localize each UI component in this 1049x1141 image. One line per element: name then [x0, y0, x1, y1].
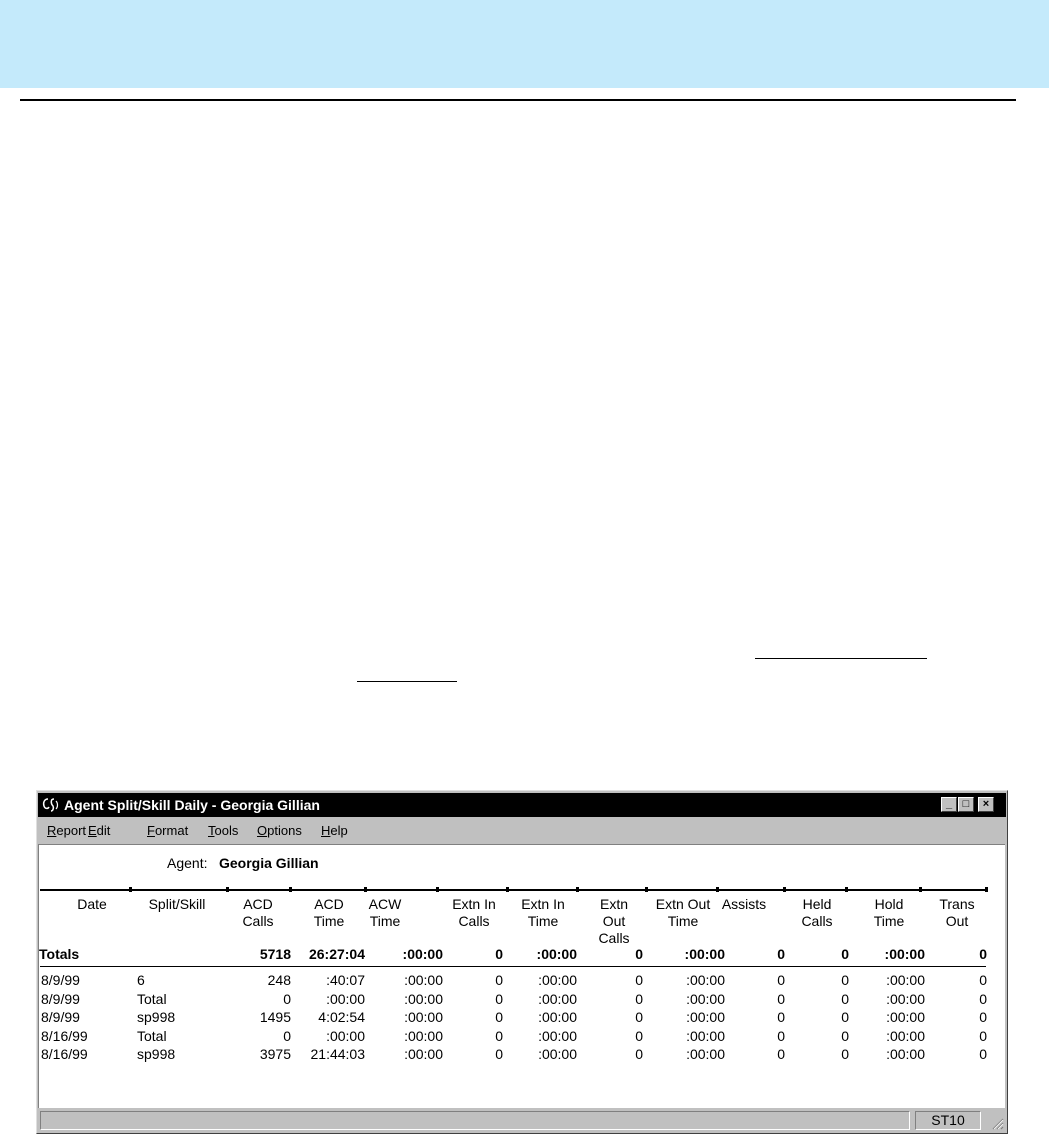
table-cell: 0: [495, 1027, 503, 1044]
column-header-label: Extn: [599, 896, 628, 912]
table-cell: 0: [635, 972, 643, 988]
table-cell: 0: [635, 1046, 643, 1062]
table-cell: 0: [777, 972, 785, 988]
minimize-button[interactable]: _: [941, 797, 957, 812]
table-cell: 0: [777, 946, 785, 962]
table-cell: :00:00: [536, 946, 577, 962]
column-header[interactable]: [777, 896, 857, 930]
table-cell: :00:00: [686, 1027, 725, 1044]
table-cell: 0: [283, 990, 291, 1007]
table-cell: 26:27:04: [308, 946, 365, 962]
table-cell: :00:00: [404, 1027, 443, 1044]
column-header-label: Out: [602, 913, 626, 929]
agent-name: Georgia Gillian: [219, 855, 319, 871]
table-cell: :00:00: [538, 1027, 577, 1044]
table-cell: :00:00: [538, 990, 577, 1007]
app-icon: [42, 797, 60, 813]
table-row[interactable]: [39, 972, 999, 990]
column-resize-handle[interactable]: [576, 887, 579, 892]
column-resize-handle[interactable]: [289, 887, 292, 892]
menu-report[interactable]: Report: [47, 823, 87, 838]
column-header-label: Calls: [598, 930, 630, 946]
column-header-label: Assists: [721, 896, 767, 912]
table-cell: 0: [979, 972, 987, 988]
table-cell: 0: [841, 1046, 849, 1062]
column-resize-handle[interactable]: [129, 887, 132, 892]
column-header-label: Extn In: [452, 896, 496, 912]
table-cell: 0: [841, 946, 849, 962]
column-header-label: ACD: [314, 896, 344, 912]
table-cell: :00:00: [404, 972, 443, 988]
column-header-label: Trans: [939, 896, 975, 912]
column-header-label: Calls: [801, 913, 833, 929]
column-header-label: Time: [667, 913, 699, 929]
table-cell: 0: [979, 1046, 987, 1062]
column-header-label: Split/Skill: [148, 896, 206, 912]
column-header-label: Hold: [874, 896, 904, 912]
table-cell: 8/9/99: [41, 972, 80, 988]
window-title: Agent Split/Skill Daily - Georgia Gillian: [64, 797, 320, 813]
table-cell: :00:00: [538, 1009, 577, 1025]
table-cell: :00:00: [326, 1027, 365, 1044]
resize-grip-icon[interactable]: [988, 1114, 1004, 1130]
table-row[interactable]: [39, 1046, 999, 1064]
table-cell: 0: [635, 1009, 643, 1025]
column-header-label: Extn Out: [655, 896, 711, 912]
column-header-label: Time: [369, 913, 401, 929]
menu-tools[interactable]: Tools: [208, 823, 239, 838]
menu-help[interactable]: Help: [321, 823, 348, 838]
table-cell: :00:00: [326, 990, 365, 1007]
table-cell: :00:00: [404, 1009, 443, 1025]
table-row[interactable]: [39, 991, 999, 1009]
table-cell: 4:02:54: [318, 1009, 365, 1025]
column-header[interactable]: [917, 896, 997, 930]
table-cell: 8/9/99: [41, 990, 80, 1007]
table-cell: 0: [979, 1027, 987, 1044]
table-cell: 0: [635, 946, 643, 962]
report-window: [36, 790, 1008, 1134]
table-cell: 248: [267, 972, 291, 988]
column-header-label: Calls: [242, 913, 274, 929]
table-cell: 0: [777, 1009, 785, 1025]
table-cell: :00:00: [402, 946, 443, 962]
table-cell: 0: [979, 1009, 987, 1025]
table-cell: 0: [841, 972, 849, 988]
table-cell: 0: [841, 1027, 849, 1044]
table-cell: 6: [137, 972, 145, 988]
column-resize-handle[interactable]: [845, 887, 848, 892]
table-cell: :00:00: [538, 972, 577, 988]
table-cell: 0: [495, 1009, 503, 1025]
table-cell: :00:00: [404, 990, 443, 1007]
table-cell: 8/9/99: [41, 1009, 80, 1025]
column-resize-handle[interactable]: [919, 887, 922, 892]
table-cell: Total: [137, 1027, 167, 1044]
table-cell: :00:00: [886, 1009, 925, 1025]
column-resize-handle[interactable]: [226, 887, 229, 892]
page-header-band: [0, 0, 1049, 88]
table-cell: 0: [841, 1009, 849, 1025]
table-cell: :00:00: [686, 1009, 725, 1025]
report-content: [38, 844, 1005, 1108]
column-header[interactable]: [52, 896, 132, 913]
column-header-label: Time: [313, 913, 345, 929]
table-cell: 0: [777, 990, 785, 1007]
table-cell: :00:00: [686, 990, 725, 1007]
table-cell: :00:00: [886, 1046, 925, 1062]
column-resize-handle[interactable]: [985, 887, 988, 892]
column-header[interactable]: [345, 896, 425, 930]
table-cell: :00:00: [684, 946, 725, 962]
column-resize-handle[interactable]: [783, 887, 786, 892]
column-header[interactable]: [137, 896, 217, 913]
table-cell: :00:00: [686, 1046, 725, 1062]
table-cell: :00:00: [686, 972, 725, 988]
table-cell: 0: [979, 946, 987, 962]
table-cell: 0: [979, 990, 987, 1007]
hyperlink-underline[interactable]: [755, 658, 927, 659]
table-cell: 0: [283, 1027, 291, 1044]
table-row[interactable]: [39, 1028, 999, 1046]
column-header-label: Held: [802, 896, 832, 912]
column-header-label: ACD: [243, 896, 273, 912]
table-cell: 0: [777, 1046, 785, 1062]
column-header-label: Extn In: [521, 896, 565, 912]
table-cell: 0: [777, 1027, 785, 1044]
table-cell: 21:44:03: [310, 1046, 365, 1062]
table-cell: sp998: [137, 1009, 176, 1025]
table-cell: 0: [495, 972, 503, 988]
table-cell: :00:00: [886, 1027, 925, 1044]
table-cell: Total: [137, 990, 167, 1007]
server-status-panel: ST10: [915, 1111, 981, 1130]
header-divider: [20, 99, 1016, 101]
column-header-label: Calls: [458, 913, 490, 929]
column-header-label: Out: [945, 913, 969, 929]
table-cell: 0: [635, 1027, 643, 1044]
column-resize-handle[interactable]: [645, 887, 648, 892]
table-cell: :00:00: [538, 1046, 577, 1062]
table-cell: 0: [495, 1046, 503, 1062]
maximize-button[interactable]: □: [958, 797, 974, 812]
table-cell: :40:07: [326, 972, 365, 988]
table-cell: 0: [841, 990, 849, 1007]
totals-row[interactable]: [39, 946, 999, 964]
table-cell: sp998: [137, 1046, 176, 1062]
column-header-label: Time: [527, 913, 559, 929]
table-row[interactable]: [39, 1009, 999, 1027]
column-header[interactable]: [218, 896, 298, 930]
hyperlink-underline[interactable]: [357, 681, 457, 682]
table-cell: :00:00: [884, 946, 925, 962]
close-button[interactable]: ×: [978, 797, 994, 812]
status-message-panel: [40, 1111, 910, 1130]
menu-options[interactable]: Options: [257, 823, 302, 838]
table-cell: 0: [495, 990, 503, 1007]
window-titlebar[interactable]: [38, 793, 1006, 817]
column-resize-handle[interactable]: [506, 887, 509, 892]
status-bar: [38, 1108, 1006, 1132]
column-header-label: ACW: [368, 896, 402, 912]
table-cell: 8/16/99: [41, 1027, 88, 1044]
table-cell: Totals: [39, 946, 80, 962]
column-header-label: Time: [873, 913, 905, 929]
menu-edit[interactable]: Edit: [88, 823, 111, 838]
table-cell: 0: [495, 946, 503, 962]
table-cell: 0: [635, 990, 643, 1007]
column-header[interactable]: [434, 896, 514, 930]
agent-label: Agent:: [167, 855, 208, 871]
column-header[interactable]: [704, 896, 784, 913]
table-cell: :00:00: [886, 972, 925, 988]
column-header-label: Date: [77, 896, 107, 912]
table-cell: :00:00: [886, 990, 925, 1007]
menu-bar: [38, 819, 1006, 843]
menu-format[interactable]: Format: [147, 823, 189, 838]
column-resize-handle[interactable]: [364, 887, 367, 892]
table-cell: 8/16/99: [41, 1046, 88, 1062]
column-resize-handle[interactable]: [716, 887, 719, 892]
table-cell: 5718: [259, 946, 291, 962]
column-resize-handle[interactable]: [436, 887, 439, 892]
table-cell: 3975: [259, 1046, 291, 1062]
column-header[interactable]: [574, 896, 654, 947]
totals-divider: [40, 966, 986, 967]
table-cell: 1495: [259, 1009, 291, 1025]
table-cell: :00:00: [404, 1046, 443, 1062]
column-header[interactable]: [503, 896, 583, 930]
